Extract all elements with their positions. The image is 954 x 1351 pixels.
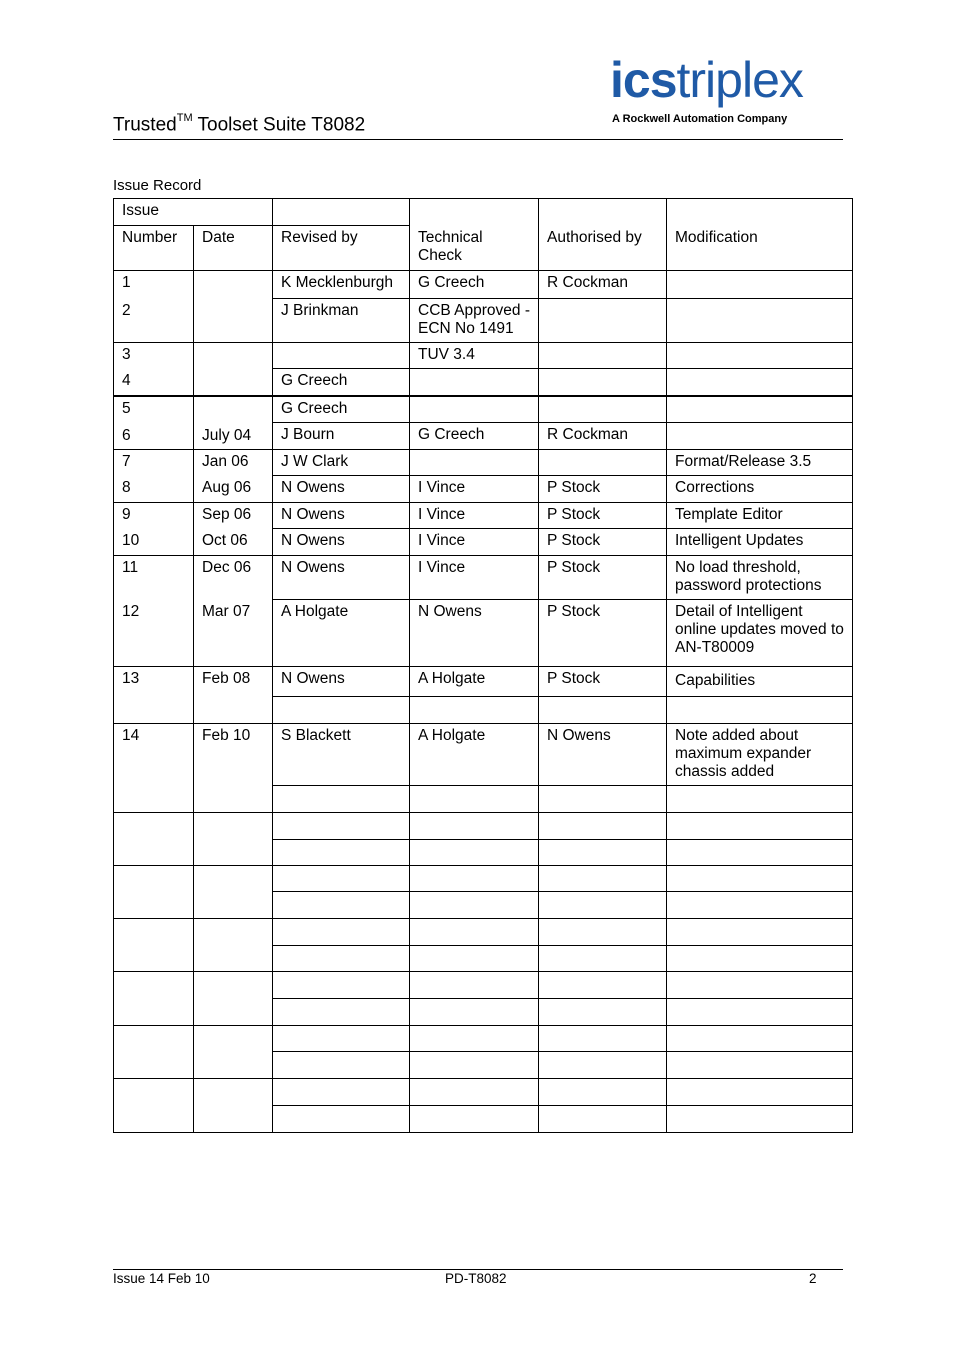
modification-cell xyxy=(667,840,853,866)
authorised-by-cell xyxy=(539,1026,667,1052)
technical-check-cell: I Vince xyxy=(410,529,539,556)
authorised-by-cell: P Stock xyxy=(539,529,667,556)
logo-tagline xyxy=(610,113,845,125)
header-modification: Modification xyxy=(667,199,853,271)
header-number: Number xyxy=(114,226,194,271)
modification-cell xyxy=(667,697,853,724)
table-row xyxy=(114,919,853,946)
issue-number: 8 xyxy=(122,479,131,496)
technical-check-cell: I Vince xyxy=(410,476,539,503)
footer-issue: Issue 14 Feb 10 xyxy=(113,1271,210,1286)
logo-tagline-company: Company xyxy=(737,113,788,125)
modification-cell xyxy=(667,892,853,919)
modification-cell xyxy=(667,999,853,1026)
issue-date-cell xyxy=(194,503,273,556)
modification-cell: Note added about maximum expander chassis added xyxy=(667,724,853,786)
issue-number: 7 xyxy=(122,453,131,470)
issue-date-cell xyxy=(194,1026,273,1079)
revised-by-cell: A Holgate xyxy=(273,600,410,667)
issue-number-cell xyxy=(114,343,194,396)
header-authorised: Authorised by xyxy=(539,199,667,271)
modification-cell xyxy=(667,813,853,840)
technical-check-cell: A Holgate xyxy=(410,667,539,697)
revised-by-cell: G Creech xyxy=(273,396,410,423)
logo-part-triplex: triplex xyxy=(676,52,803,108)
issue-number-cell xyxy=(114,503,194,556)
issue-number-cell xyxy=(114,813,194,866)
revised-by-cell xyxy=(273,892,410,919)
technical-check-cell xyxy=(410,1079,539,1106)
modification-cell: Format/Release 3.5 xyxy=(667,450,853,476)
issue-date-cell xyxy=(194,556,273,667)
revised-by-cell xyxy=(273,866,410,892)
authorised-by-cell xyxy=(539,1079,667,1106)
revised-by-cell: N Owens xyxy=(273,476,410,503)
technical-check-cell xyxy=(410,892,539,919)
revised-by-cell: N Owens xyxy=(273,529,410,556)
issue-number: 12 xyxy=(122,603,140,620)
issue-date: July 04 xyxy=(202,426,252,444)
issue-date: Dec 06 xyxy=(202,559,252,576)
revised-by-cell xyxy=(273,840,410,866)
table-row xyxy=(114,396,853,423)
authorised-by-cell: N Owens xyxy=(539,724,667,786)
issue-number-cell xyxy=(114,556,194,667)
technical-check-cell xyxy=(410,786,539,813)
issue-number: 9 xyxy=(122,506,131,523)
revised-by-cell xyxy=(273,813,410,840)
revised-by-cell xyxy=(273,697,410,724)
issue-number-cell xyxy=(114,724,194,813)
issue-record-table xyxy=(113,198,853,1133)
issue-date-cell xyxy=(194,343,273,396)
issue-number-cell xyxy=(114,396,194,450)
modification-cell: Detail of Intelligent online updates moved to AN-T80009 xyxy=(667,600,853,667)
modification-cell xyxy=(667,423,853,450)
technical-check-cell xyxy=(410,840,539,866)
logo-tagline-brand: A Rockwell Automation xyxy=(612,113,735,125)
issue-number: 10 xyxy=(122,532,140,549)
authorised-by-cell xyxy=(539,972,667,999)
modification-cell xyxy=(667,396,853,423)
modification-cell xyxy=(667,972,853,999)
modification-cell xyxy=(667,369,853,396)
authorised-by-cell xyxy=(539,450,667,476)
authorised-by-cell xyxy=(539,892,667,919)
authorised-by-cell: R Cockman xyxy=(539,423,667,450)
header-technical: Technical Check xyxy=(410,199,539,271)
revised-by-cell: N Owens xyxy=(273,667,410,697)
footer-rule xyxy=(113,1269,843,1270)
ics-triplex-logo xyxy=(610,52,845,135)
modification-cell xyxy=(667,1026,853,1052)
authorised-by-cell: P Stock xyxy=(539,556,667,600)
issue-number: 5 xyxy=(122,399,131,417)
modification-cell xyxy=(667,271,853,299)
issue-number-cell xyxy=(114,1079,194,1133)
authorised-by-cell xyxy=(539,786,667,813)
authorised-by-cell: R Cockman xyxy=(539,271,667,299)
issue-number-cell xyxy=(114,1026,194,1079)
authorised-by-cell xyxy=(539,999,667,1026)
issue-date-cell xyxy=(194,813,273,866)
technical-check-cell xyxy=(410,866,539,892)
technical-check-cell xyxy=(410,1052,539,1079)
issue-number: 1 xyxy=(122,274,131,291)
technical-check-cell: TUV 3.4 xyxy=(410,343,539,369)
issue-number-cell xyxy=(114,972,194,1026)
modification-cell xyxy=(667,946,853,972)
authorised-by-cell: P Stock xyxy=(539,600,667,667)
issue-number-cell xyxy=(114,667,194,724)
table-row xyxy=(114,866,853,892)
modification-cell xyxy=(667,343,853,369)
revised-by-cell: J W Clark xyxy=(273,450,410,476)
trademark-superscript: TM xyxy=(176,112,193,124)
table-row xyxy=(114,813,853,840)
table-row xyxy=(114,271,853,299)
technical-check-cell xyxy=(410,450,539,476)
authorised-by-cell: P Stock xyxy=(539,503,667,529)
table-row xyxy=(114,343,853,369)
issue-date: Mar 07 xyxy=(202,603,251,620)
logo-wordmark xyxy=(610,52,845,108)
technical-check-cell xyxy=(410,1026,539,1052)
issue-date-cell xyxy=(194,724,273,813)
issue-date-cell xyxy=(194,1079,273,1133)
footer-page-number: 2 xyxy=(809,1271,817,1286)
header-revised: Revised by xyxy=(273,226,410,271)
revised-by-cell xyxy=(273,999,410,1026)
technical-check-cell: N Owens xyxy=(410,600,539,667)
modification-cell xyxy=(667,1106,853,1133)
technical-check-cell: G Creech xyxy=(410,423,539,450)
header-issue: Issue xyxy=(114,199,273,226)
revised-by-cell: S Blackett xyxy=(273,724,410,786)
authorised-by-cell xyxy=(539,866,667,892)
issue-date-cell xyxy=(194,450,273,503)
issue-date: Feb 08 xyxy=(202,670,251,687)
revised-by-cell xyxy=(273,919,410,946)
table-row xyxy=(114,1079,853,1106)
issue-number: 2 xyxy=(122,302,131,319)
issue-number-cell xyxy=(114,866,194,919)
technical-check-cell xyxy=(410,697,539,724)
table-row xyxy=(114,724,853,786)
logo-part-ics: ics xyxy=(610,52,677,108)
authorised-by-cell xyxy=(539,946,667,972)
authorised-by-cell xyxy=(539,1052,667,1079)
technical-check-cell xyxy=(410,999,539,1026)
section-title: Issue Record xyxy=(113,177,202,194)
technical-check-cell xyxy=(410,1106,539,1133)
title-main: Trusted xyxy=(113,114,177,136)
revised-by-cell: J Brinkman xyxy=(273,299,410,343)
issue-number-cell xyxy=(114,450,194,503)
modification-cell xyxy=(667,786,853,813)
modification-cell: Intelligent Updates xyxy=(667,529,853,556)
modification-cell: Template Editor xyxy=(667,503,853,529)
technical-check-cell: I Vince xyxy=(410,556,539,600)
technical-check-cell: G Creech xyxy=(410,271,539,299)
revised-by-cell: N Owens xyxy=(273,556,410,600)
revised-by-cell xyxy=(273,1106,410,1133)
issue-date-cell xyxy=(194,919,273,972)
table-row xyxy=(114,1026,853,1052)
table-row xyxy=(114,503,853,529)
modification-cell xyxy=(667,866,853,892)
issue-number: 6 xyxy=(122,426,131,444)
footer-doc-number: PD-T8082 xyxy=(445,1271,507,1286)
title-rest: Toolset Suite T8082 xyxy=(192,114,366,136)
issue-number: 11 xyxy=(122,559,139,576)
header-date: Date xyxy=(194,226,273,271)
revised-by-cell xyxy=(273,972,410,999)
technical-check-cell xyxy=(410,369,539,396)
revised-by-cell: J Bourn xyxy=(273,423,410,450)
modification-cell: No load threshold, password protections xyxy=(667,556,853,600)
issue-date: Sep 06 xyxy=(202,506,252,523)
modification-cell xyxy=(667,919,853,946)
issue-date-cell xyxy=(194,271,273,343)
revised-by-cell xyxy=(273,1052,410,1079)
authorised-by-cell: P Stock xyxy=(539,476,667,503)
technical-check-cell: I Vince xyxy=(410,503,539,529)
authorised-by-cell xyxy=(539,343,667,369)
technical-check-cell xyxy=(410,946,539,972)
modification-cell xyxy=(667,1052,853,1079)
issue-number: 14 xyxy=(122,727,140,744)
revised-by-cell xyxy=(273,1079,410,1106)
issue-date: Aug 06 xyxy=(202,479,252,496)
issue-date-cell xyxy=(194,396,273,450)
technical-check-cell xyxy=(410,396,539,423)
table-row xyxy=(114,667,853,697)
technical-check-cell: A Holgate xyxy=(410,724,539,786)
authorised-by-cell xyxy=(539,840,667,866)
header-rule xyxy=(113,139,843,140)
authorised-by-cell xyxy=(539,1106,667,1133)
modification-cell xyxy=(667,1079,853,1106)
document-title xyxy=(113,114,365,136)
revised-by-cell xyxy=(273,343,410,369)
issue-date-cell xyxy=(194,972,273,1026)
technical-check-cell xyxy=(410,813,539,840)
technical-check-cell: CCB Approved - ECN No 1491 xyxy=(410,299,539,343)
issue-date: Oct 06 xyxy=(202,532,248,549)
authorised-by-cell xyxy=(539,396,667,423)
header-row-1 xyxy=(114,199,853,226)
issue-number: 3 xyxy=(122,346,131,363)
issue-date-cell xyxy=(194,866,273,919)
revised-by-cell xyxy=(273,946,410,972)
issue-date: Feb 10 xyxy=(202,727,251,744)
table-row xyxy=(114,450,853,476)
revised-by-cell: G Creech xyxy=(273,369,410,396)
modification-cell xyxy=(667,299,853,343)
table-row xyxy=(114,556,853,600)
authorised-by-cell xyxy=(539,299,667,343)
technical-check-cell xyxy=(410,972,539,999)
table-row xyxy=(114,972,853,999)
technical-check-cell xyxy=(410,919,539,946)
revised-by-cell: K Mecklenburgh xyxy=(273,271,410,299)
revised-by-cell xyxy=(273,1026,410,1052)
issue-number-cell xyxy=(114,919,194,972)
modification-cell: Capabilities xyxy=(667,667,853,697)
authorised-by-cell xyxy=(539,369,667,396)
revised-by-cell xyxy=(273,786,410,813)
authorised-by-cell xyxy=(539,697,667,724)
header-blank xyxy=(273,199,410,226)
issue-number: 13 xyxy=(122,670,140,687)
authorised-by-cell: P Stock xyxy=(539,667,667,697)
issue-number-cell xyxy=(114,271,194,343)
authorised-by-cell xyxy=(539,919,667,946)
issue-date: Jan 06 xyxy=(202,453,249,470)
modification-cell: Corrections xyxy=(667,476,853,503)
issue-number: 4 xyxy=(122,372,131,389)
issue-date-cell xyxy=(194,667,273,724)
revised-by-cell: N Owens xyxy=(273,503,410,529)
authorised-by-cell xyxy=(539,813,667,840)
